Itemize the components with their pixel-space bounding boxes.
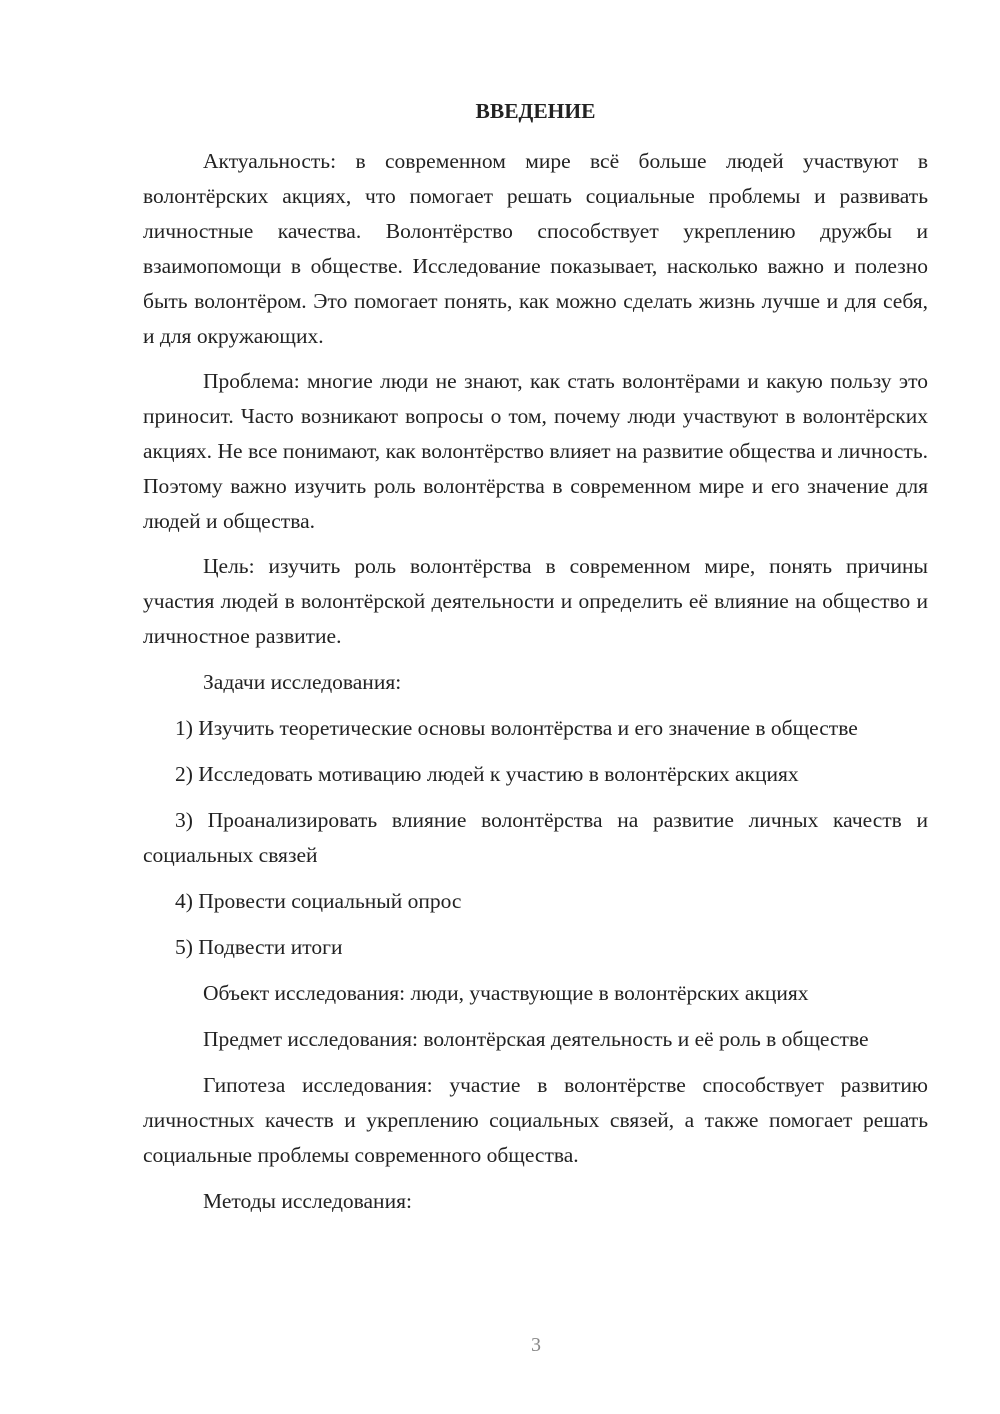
paragraph-problem: Проблема: многие люди не знают, как стать волонтёрами и какую пользу это приносит. Часто возникают вопросы о том, почему люди участвуют в волонтёрских акциях. Не все понимают, как волонтёрство влияет на развитие общества и личность. Поэтому важно изучить роль волонтёрства в современном мире и его значение для людей и общества. <box>143 369 928 533</box>
section-heading: ВВЕДЕНИЕ <box>475 99 596 123</box>
task-item-1: 1) Изучить теоретические основы волонтёрства и его значение в обществе <box>175 716 858 740</box>
paragraph-relevance: Актуальность: в современном мире всё больше людей участвуют в волонтёрских акциях, что помогает решать социальные проблемы и развивать личностные качества. Волонтёрство способствует укреплению дружбы и взаимопомощи в обществе. Исследование показывает, насколько важно и полезно быть волонтёром. Это помогает понять, как можно сделать жизнь лучше и для себя, и для окружающих. <box>143 149 928 348</box>
paragraph-subject: Предмет исследования: волонтёрская деятельность и её роль в обществе <box>203 1027 869 1051</box>
task-item-5: 5) Подвести итоги <box>175 935 343 959</box>
paragraph-goal: Цель: изучить роль волонтёрства в современном мире, понять причины участия людей в волонтёрской деятельности и определить её влияние на общество и личностное развитие. <box>143 554 928 648</box>
page-number: 3 <box>531 1334 541 1356</box>
methods-title: Методы исследования: <box>203 1189 412 1213</box>
paragraph-hypothesis: Гипотеза исследования: участие в волонтёрстве способствует развитию личностных качеств и укреплению социальных связей, а также помогает решать социальные проблемы современного общества. <box>143 1073 928 1167</box>
document-body <box>143 144 928 1219</box>
paragraph-object: Объект исследования: люди, участвующие в волонтёрских акциях <box>203 981 809 1005</box>
task-item-2: 2) Исследовать мотивацию людей к участию в волонтёрских акциях <box>175 762 799 786</box>
tasks-title: Задачи исследования: <box>203 670 402 694</box>
task-item-4: 4) Провести социальный опрос <box>175 889 462 913</box>
task-item-3: 3) Проанализировать влияние волонтёрства на развитие личных качеств и социальных связей <box>143 808 928 867</box>
